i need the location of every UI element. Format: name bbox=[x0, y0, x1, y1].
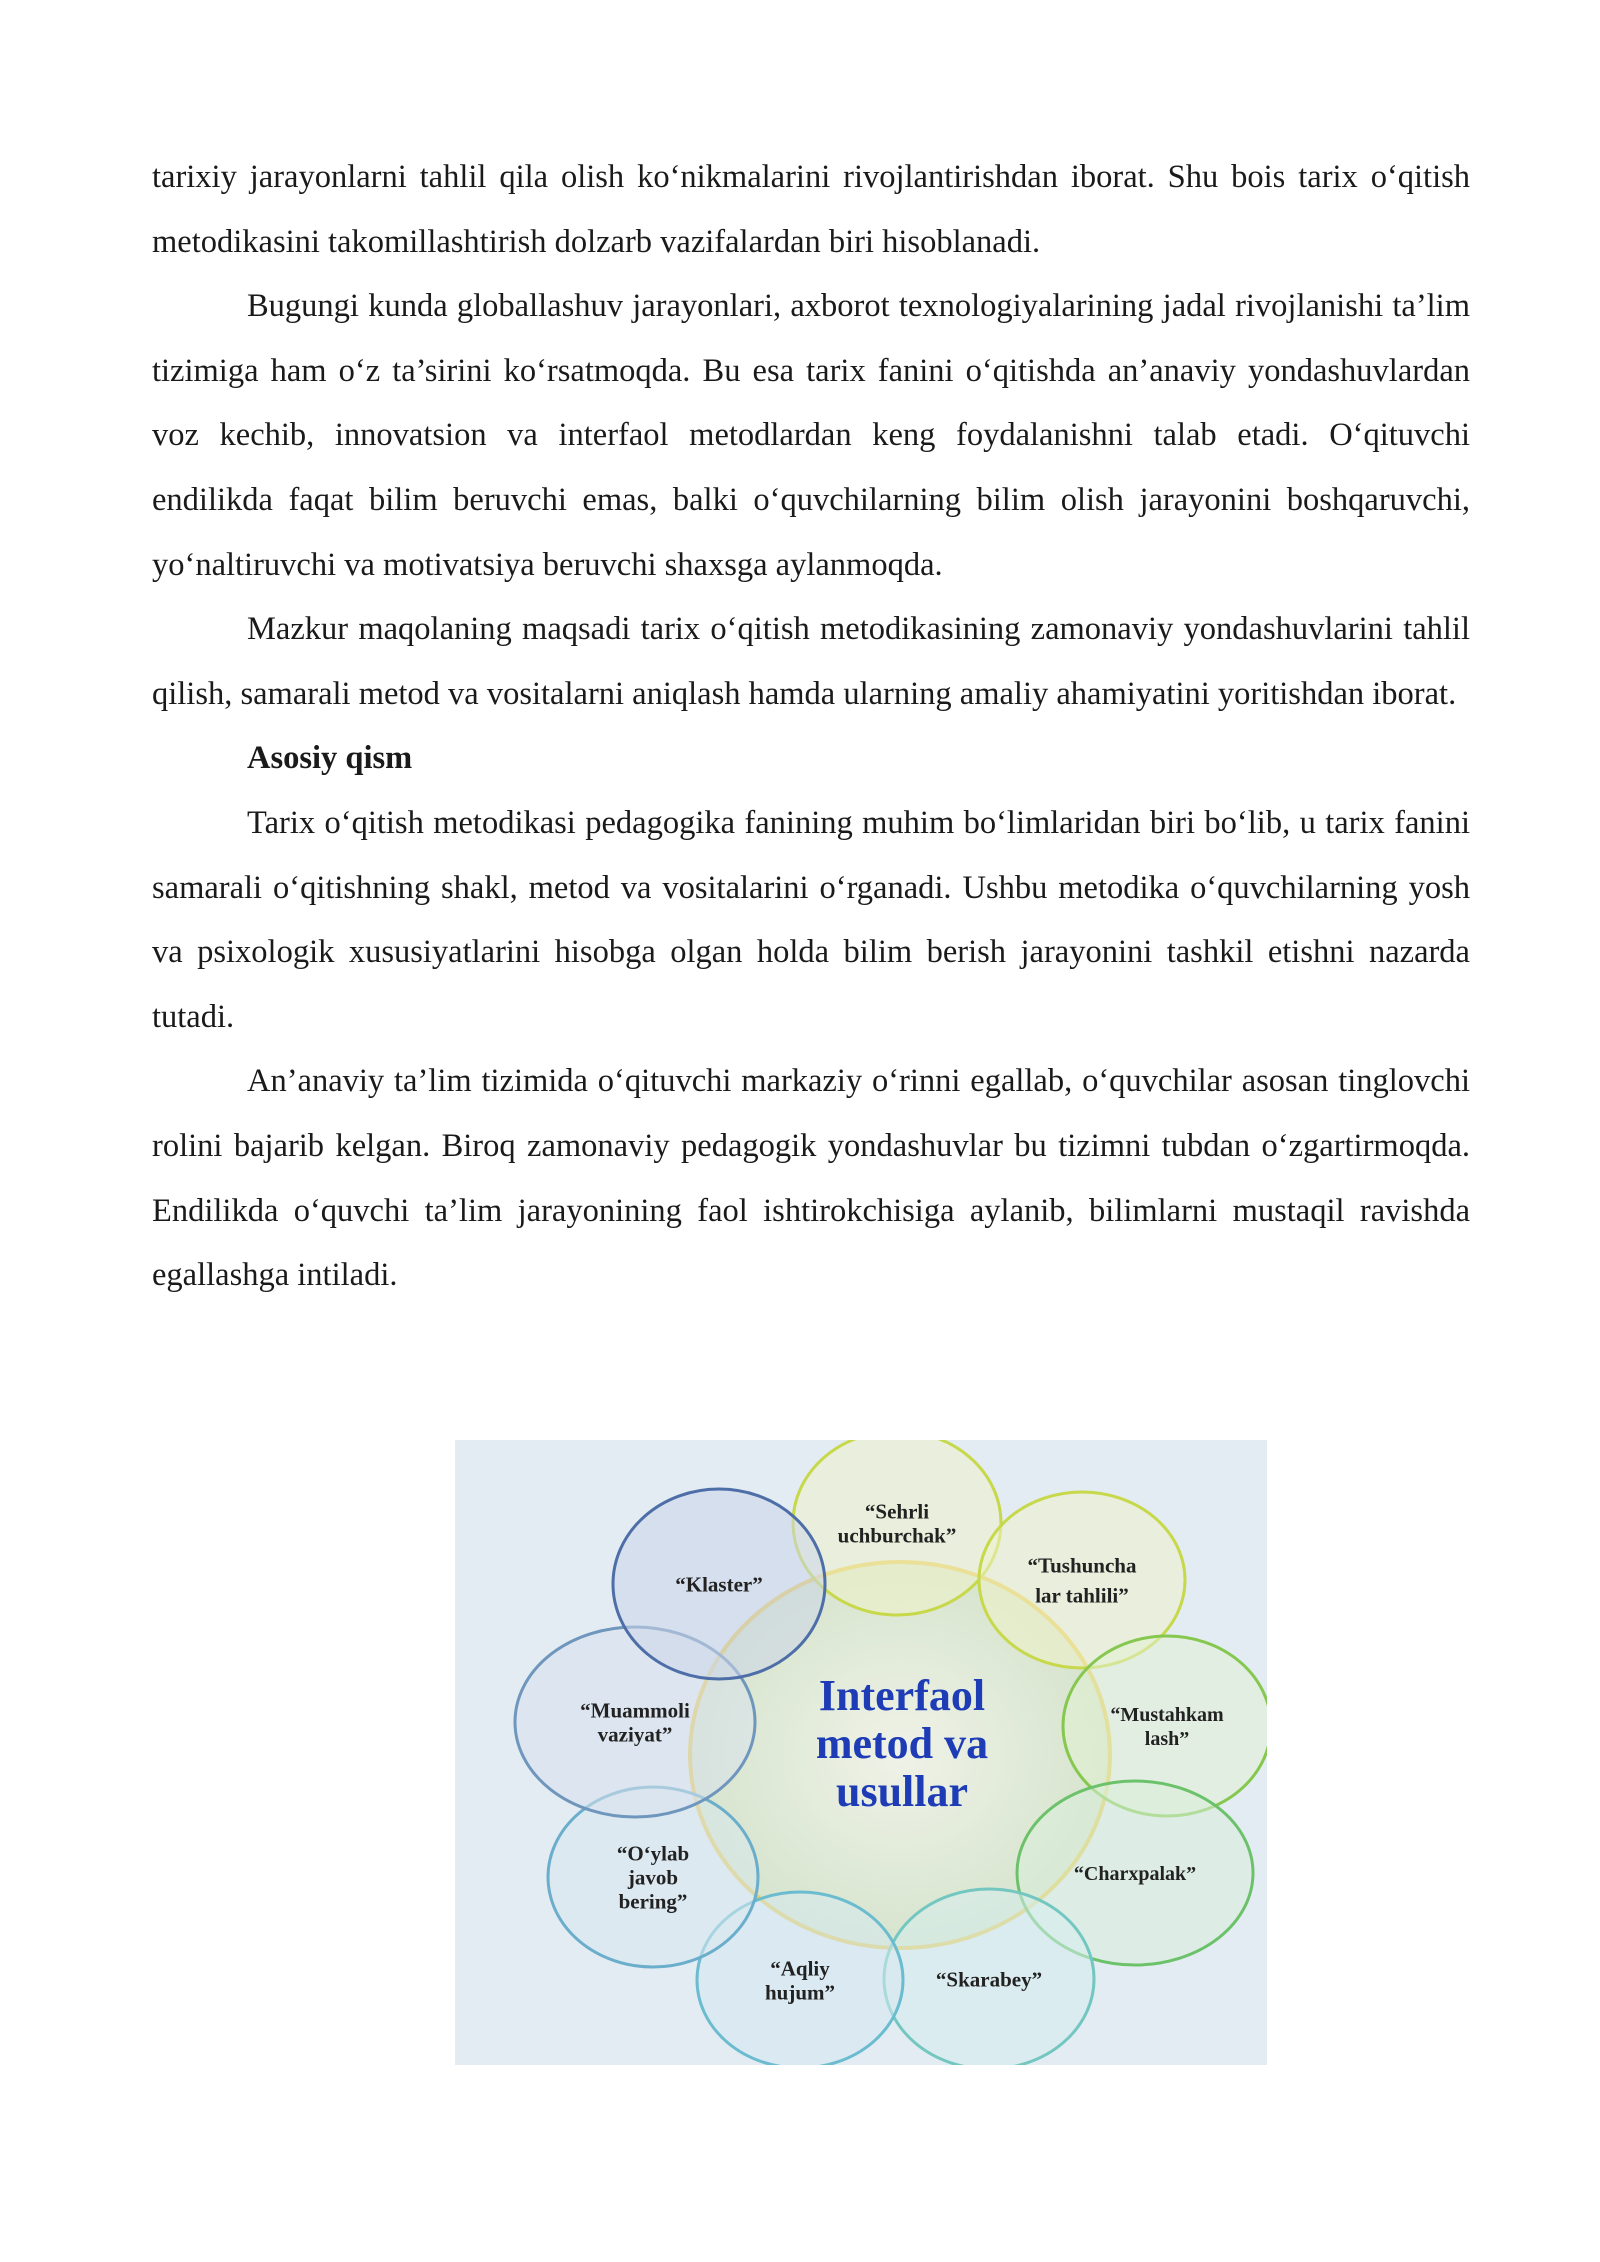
paragraph: Tarix o‘qitish metodikasi pedagogika fanining muhim bo‘limlaridan biri bo‘lib, u tarix fanini samarali o‘qitishning shakl, metod va vositalarini o‘rganadi. Ushbu metodika o‘quvchilarning yosh va psixologik xususiyatlarini hisobga olgan holda bilim berish jarayonini tashkil etishni nazarda tutadi. bbox=[152, 804, 1470, 1035]
paragraph: Mazkur maqolaning maqsadi tarix o‘qitish metodikasining zamonaviy yondashuvlarini tahlil qilish, samarali metod va vositalarni aniqlash hamda ularning amaliy ahamiyatini yoritishdan iborat. bbox=[152, 611, 1470, 712]
method-label: “Mustahkam lash” bbox=[1110, 1704, 1224, 1750]
method-label: “Muammoli vaziyat” bbox=[580, 1698, 690, 1747]
method-label: “Klaster” bbox=[675, 1572, 763, 1597]
method-label: “Skarabey” bbox=[935, 1967, 1043, 1992]
paragraph: tarixiy jarayonlarni tahlil qila olish ko‘nikmalarini rivojlantirishdan iborat. Shu bois tarix o‘qitish metodikasini takomillashtirish dolzarb vazifalardan biri hisoblanadi. bbox=[152, 159, 1470, 260]
paragraph: Bugungi kunda globallashuv jarayonlari, axborot texnologiyalarining jadal rivojlanishi ta’lim tizimiga ham o‘z ta’sirini ko‘rsatmoqda. Bu esa tarix fanini o‘qitishda an’anaviy yondashuvlardan voz kechib, innovatsion va interfaol metodlardan keng foydalanishni talab etadi. O‘qituvchi endilikda faqat bilim beruvchi emas, balki o‘quvchilarning bilim olish jarayonini boshqaruvchi, yo‘naltiruvchi va motivatsiya beruvchi shaxsga aylanmoqda. bbox=[152, 288, 1470, 583]
article-text bbox=[152, 145, 1470, 1308]
method-label: “O‘ylab javob bering” bbox=[616, 1841, 690, 1914]
methods-diagram-svg bbox=[455, 1440, 1267, 2065]
paragraph: An’anaviy ta’lim tizimida o‘qituvchi markaziy o‘rinni egallab, o‘quvchilar asosan tinglovchi rolini bajarib kelgan. Biroq zamonaviy pedagogik yondashuvlar bu tizimni tubdan o‘zgartirmoqda. Endilikda o‘quvchi ta’lim jarayonining faol ishtirokchisiga aylanib, bilimlarni mustaqil ravishda egallashga intiladi. bbox=[152, 1063, 1470, 1294]
section-heading: Asosiy qism bbox=[247, 740, 413, 777]
method-label: “Aqliy hujum” bbox=[764, 1956, 836, 2005]
center-title-line: metod va bbox=[815, 1719, 989, 1768]
method-label: “Charxpalak” bbox=[1073, 1863, 1197, 1885]
center-title-line: Interfaol bbox=[818, 1671, 986, 1720]
method-label: “Tushuncha lar tahlili” bbox=[1027, 1553, 1137, 1608]
center-title-line: usullar bbox=[835, 1767, 969, 1816]
methods-diagram bbox=[455, 1440, 1267, 2065]
method-label: “Sehrli uchburchak” bbox=[837, 1499, 957, 1548]
